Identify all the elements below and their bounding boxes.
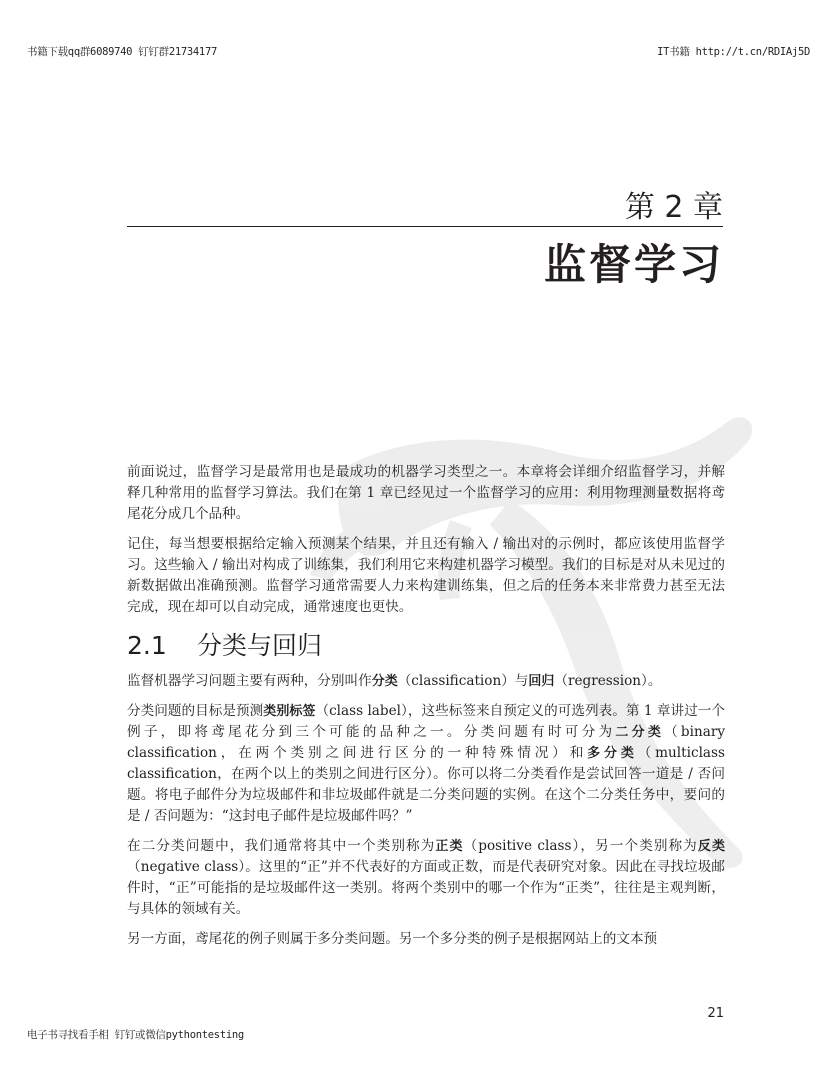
term-bold: 二分类 [615, 725, 665, 740]
body-text [127, 462, 725, 959]
term-bold: 反类 [697, 839, 725, 854]
paragraph: 记住，每当想要根据给定输入预测某个结果，并且还有输入 / 输出对的示例时，都应该使用监督学习。这些输入 / 输出对构成了训练集，我们利用它来构建机器学习模型。我们的目标是对从未见过的新数据做出准确预测。监督学习通常需要人力来构建训练集，但之后的任务本来非常费力甚至无法完成，现在却可以自动完成，通常速度也更快。 [127, 536, 725, 615]
paragraph: 前面说过，监督学习是最常用也是最成功的机器学习类型之一。本章将会详细介绍监督学习，并解释几种常用的监督学习算法。我们在第 1 章已经见过一个监督学习的应用：利用物理测量数据将鸢尾花分成几个品种。 [127, 464, 725, 522]
term-bold: 分类 [371, 674, 398, 689]
paragraph: 另一方面，鸢尾花的例子则属于多分类问题。另一个多分类的例子是根据网站上的文本预 [127, 931, 658, 947]
term-bold: 多分类 [587, 746, 638, 761]
chapter-label: 第 2 章 [624, 190, 723, 225]
chapter-title: 监督学习 [543, 240, 724, 289]
page-header-left: 书籍下载qq群6089740 钉钉群21734177 [27, 46, 217, 58]
page-footer: 电子书寻找看手相 钉钉或微信pythontesting [27, 1029, 244, 1041]
paragraph: 监督机器学习问题主要有两种，分别叫作分类（classification）与回归（regression）。 [127, 673, 662, 689]
term-bold: 类别标签 [263, 704, 316, 719]
term-bold: 正类 [435, 839, 464, 854]
section-number: 2.1 [127, 631, 167, 660]
section-title: 分类与回归 [197, 631, 323, 660]
chapter-divider [127, 226, 723, 227]
paragraph: 分类问题的目标是预测类别标签（class label），这些标签来自预定义的可选列表。第 1 章讲过一个例子，即将鸢尾花分到三个可能的品种之一。分类问题有时可分为二分类（binary classification，在两个类别之间进行区分的一种特殊情况）和多分类（multiclass classification，在两个以上的类别之间进行区分）。你可以将二分类看作是尝试回答一道是 / 否问题。将电子邮件分为垃圾邮件和非垃圾邮件就是二分类问题的实例。在这个二分类任务中，要问的是 / 否问题为：“这封电子邮件是垃圾邮件吗？” [127, 703, 726, 824]
section-heading [127, 630, 725, 662]
page-header-right: IT书籍 http://t.cn/RDIAj5D [657, 46, 810, 58]
paragraph: 在二分类问题中，我们通常将其中一个类别称为正类（positive class），另一个类别称为反类（negative class）。这里的“正”并不代表好的方面或正数，而是代表研究对象。因此在寻找垃圾邮件时，“正”可能指的是垃圾邮件这一类别。将两个类别中的哪一个作为“正类”，往往是主观判断，与具体的领域有关。 [127, 838, 725, 917]
term-bold: 回归 [528, 674, 555, 689]
page-number: 21 [707, 1006, 724, 1021]
